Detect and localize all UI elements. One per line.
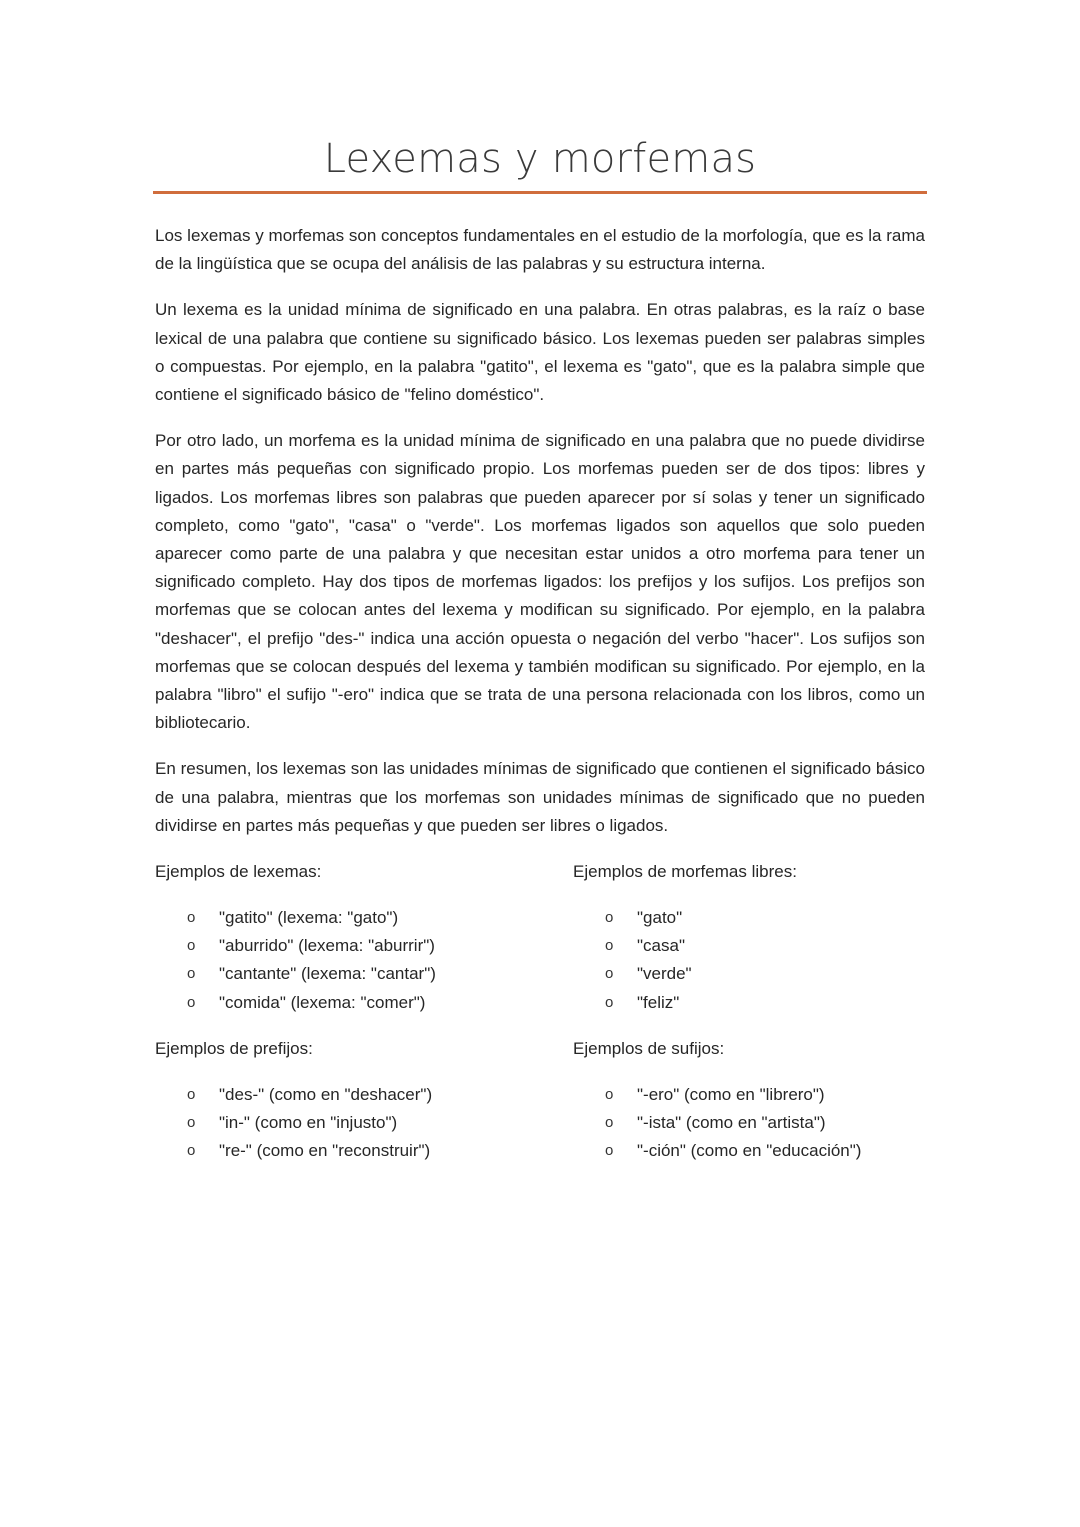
circle-bullet-icon: o — [187, 909, 196, 927]
list-item — [573, 1137, 925, 1165]
list-title-prefijos: Ejemplos de prefijos: — [155, 1038, 313, 1058]
list-lexemas — [155, 904, 573, 1017]
list-title-lexemas: Ejemplos de lexemas: — [155, 862, 322, 882]
circle-bullet-icon: o — [605, 1114, 614, 1132]
list-item — [573, 1109, 925, 1137]
circle-bullet-icon: o — [187, 1114, 196, 1132]
examples-left-column — [155, 858, 573, 1183]
list-item — [573, 932, 925, 960]
paragraph-morfema: Por otro lado, un morfema es la unidad mínima de significado en una palabra que no puede dividirse en partes más pequeñas con significado propio. Los morfemas pueden ser de dos tipos: libres y ligados. Los morfemas libres son palabras que pueden aparecer por sí solas y tener un significado completo, como "gato", "casa" o "verde". Los morfemas ligados son aquellos que solo pueden aparecer como parte de una palabra y que necesitan estar unidos a otro morfema para tener un significado completo. Hay dos tipos de morfemas ligados: los prefijos y los sufijos. Los prefijos son morfemas que se colocan antes del lexema y modifican su significado. Por ejemplo, en la palabra "deshacer", el prefijo "des-" indica una acción opuesta o negación del verbo "hacer". Los sufijos son morfemas que se colocan después del lexema y también modifican su significado. Por ejemplo, en la palabra "libro" el sufijo "-ero" indica que se trata de una persona relacionada con los libros, como un bibliotecario. — [155, 431, 925, 733]
list-title-libres: Ejemplos de morfemas libres: — [573, 862, 797, 882]
paragraph-lexema: Un lexema es la unidad mínima de significado en una palabra. En otras palabras, es la raíz o base lexical de una palabra que contiene su significado básico. Los lexemas pueden ser palabras simples o compuestas. Por ejemplo, en la palabra "gatito", el lexema es "gato", que es la palabra simple que contiene el significado básico de "felino doméstico". — [155, 300, 925, 405]
list-item-text: "-ista" (como en "artista") — [637, 1113, 826, 1133]
list-item-text: "gatito" (lexema: "gato") — [219, 908, 399, 928]
title-underline — [153, 191, 927, 194]
list-prefijos — [155, 1081, 573, 1166]
circle-bullet-icon: o — [187, 993, 196, 1011]
list-item-text: "casa" — [637, 936, 685, 956]
list-item — [573, 1081, 925, 1109]
list-item — [155, 989, 573, 1017]
page-title: Lexemas y morfemas — [323, 136, 757, 182]
list-item — [573, 989, 925, 1017]
list-sufijos — [573, 1081, 925, 1166]
circle-bullet-icon: o — [605, 1085, 614, 1103]
list-item — [155, 1109, 573, 1137]
list-item — [155, 1081, 573, 1109]
list-libres — [573, 904, 925, 1017]
list-item — [155, 960, 573, 988]
circle-bullet-icon: o — [187, 1142, 196, 1160]
list-title-sufijos: Ejemplos de sufijos: — [573, 1038, 725, 1058]
circle-bullet-icon: o — [605, 993, 614, 1011]
list-item-text: "comida" (lexema: "comer") — [219, 992, 426, 1012]
document-body — [155, 222, 925, 840]
list-item-text: "-ero" (como en "librero") — [637, 1084, 825, 1104]
list-item-text: "cantante" (lexema: "cantar") — [219, 964, 436, 984]
list-item-text: "gato" — [637, 908, 683, 928]
list-item — [155, 1137, 573, 1165]
circle-bullet-icon: o — [187, 965, 196, 983]
list-item-text: "re-" (como en "reconstruir") — [219, 1141, 431, 1161]
list-item-text: "aburrido" (lexema: "aburrir") — [219, 936, 435, 956]
paragraph-intro: Los lexemas y morfemas son conceptos fundamentales en el estudio de la morfología, que es la rama de la lingüística que se ocupa del análisis de las palabras y su estructura interna. — [155, 226, 925, 274]
list-item-text: "verde" — [637, 964, 692, 984]
paragraph-resumen: En resumen, los lexemas son las unidades mínimas de significado que contienen el significado básico de una palabra, mientras que los morfemas son unidades mínimas de significado que no pueden dividirse en partes más pequeñas y que pueden ser libres o ligados. — [155, 759, 925, 835]
list-item-text: "des-" (como en "deshacer") — [219, 1084, 433, 1104]
circle-bullet-icon: o — [605, 909, 614, 927]
examples-columns — [155, 858, 925, 1183]
document-page — [155, 0, 925, 1183]
circle-bullet-icon: o — [605, 937, 614, 955]
circle-bullet-icon: o — [187, 937, 196, 955]
list-item — [155, 932, 573, 960]
circle-bullet-icon: o — [187, 1085, 196, 1103]
list-item — [573, 904, 925, 932]
list-item-text: "feliz" — [637, 992, 680, 1012]
list-item-text: "in-" (como en "injusto") — [219, 1113, 398, 1133]
examples-right-column — [573, 858, 925, 1183]
list-item — [155, 904, 573, 932]
list-item-text: "-ción" (como en "educación") — [637, 1141, 862, 1161]
circle-bullet-icon: o — [605, 1142, 614, 1160]
list-item — [573, 960, 925, 988]
circle-bullet-icon: o — [605, 965, 614, 983]
